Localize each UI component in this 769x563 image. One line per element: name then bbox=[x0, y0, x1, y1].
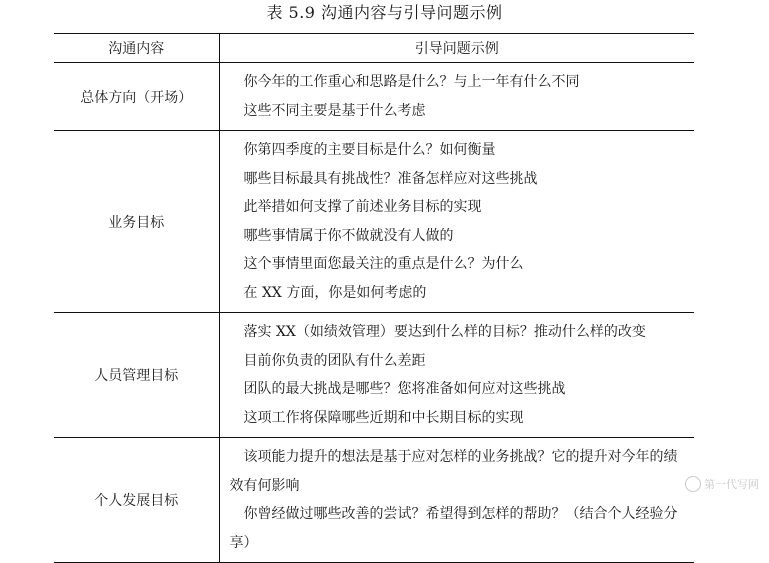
question-item: 这项工作将保障哪些近期和中长期目标的实现 bbox=[243, 409, 524, 426]
table-row-personal-development bbox=[54, 438, 694, 563]
table-row-business-goals bbox=[54, 131, 694, 313]
table-row-overall-direction bbox=[54, 63, 694, 131]
category-cell: 总体方向（开场） bbox=[54, 63, 219, 131]
questions-cell bbox=[219, 131, 694, 313]
question-item: 这些不同主要是基于什么考虑 bbox=[243, 102, 426, 119]
question-item: 该项能力提升的想法是基于应对怎样的业务挑战？它的提升对今年的绩效有何影响 bbox=[229, 449, 678, 494]
circle-logo-icon bbox=[685, 476, 701, 492]
table-row-people-management bbox=[54, 313, 694, 438]
table-caption: 表 5.9 沟通内容与引导问题示例 bbox=[266, 3, 503, 22]
watermark bbox=[685, 476, 759, 492]
watermark-text: 第一代写网 bbox=[704, 478, 759, 491]
questions-cell bbox=[219, 438, 694, 563]
question-item: 落实 XX（如绩效管理）要达到什么样的目标？推动什么样的改变 bbox=[243, 324, 646, 340]
table-header-row bbox=[54, 34, 694, 63]
question-item: 在 XX 方面，你是如何考虑的 bbox=[243, 284, 427, 301]
questions-cell bbox=[219, 313, 694, 438]
question-item: 哪些事情属于你不做就没有人做的 bbox=[243, 227, 454, 244]
communication-guide-table bbox=[54, 33, 694, 563]
header-communication-content: 沟通内容 bbox=[54, 34, 219, 63]
questions-cell bbox=[219, 63, 694, 131]
header-guide-question-examples: 引导问题示例 bbox=[219, 34, 694, 63]
question-item: 你今年的工作重心和思路是什么？与上一年有什么不同 bbox=[243, 74, 580, 90]
question-item: 这个事情里面您最关注的重点是什么？为什么 bbox=[243, 256, 524, 272]
category-cell: 业务目标 bbox=[54, 131, 219, 313]
question-item: 你第四季度的主要目标是什么？如何衡量 bbox=[243, 142, 496, 158]
category-cell: 个人发展目标 bbox=[54, 438, 219, 563]
question-item: 哪些目标最具有挑战性？准备怎样应对这些挑战 bbox=[243, 170, 538, 187]
question-item: 你曾经做过哪些改善的尝试？希望得到怎样的帮助？（结合个人经验分享） bbox=[229, 506, 678, 551]
question-item: 此举措如何支撑了前述业务目标的实现 bbox=[243, 199, 482, 215]
category-cell: 人员管理目标 bbox=[54, 313, 219, 438]
question-item: 团队的最大挑战是哪些？您将准备如何应对这些挑战 bbox=[243, 381, 566, 397]
question-item: 目前你负责的团队有什么差距 bbox=[243, 352, 426, 369]
